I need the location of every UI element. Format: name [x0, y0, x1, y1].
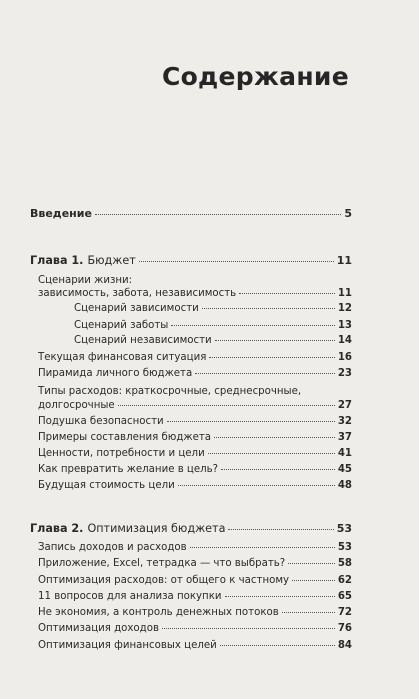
dot-leader	[208, 453, 335, 454]
toc-entry-label: Сценарии жизни:	[38, 275, 133, 286]
chapter-heading	[30, 254, 136, 267]
toc-entry-label: Примеры составления бюджета	[38, 432, 212, 443]
toc-entry-label: Не экономия, а контроль денежных потоков	[38, 607, 279, 618]
toc-entry-label: Приложение, Excel, тетрадка — что выбрать?	[38, 558, 286, 569]
toc-entry-page: 48	[337, 480, 352, 491]
toc-entry-page: 13	[337, 320, 352, 331]
toc-entry-page: 27	[337, 400, 352, 411]
toc-entry-label: Типы расходов: краткосрочные, среднесрочные,	[38, 386, 302, 397]
toc-entry-page: 84	[337, 640, 352, 651]
dot-leader	[171, 325, 334, 326]
dot-leader	[209, 357, 334, 358]
toc-entry-label: Оптимизация расходов: от общего к частному	[38, 575, 290, 586]
toc-entry-page: 37	[337, 432, 352, 443]
toc-entry-page: 11	[336, 254, 352, 267]
toc-entry[interactable]	[38, 574, 352, 587]
dot-leader	[215, 340, 335, 341]
toc-entry-label: Оптимизация доходов	[38, 623, 159, 634]
dot-leader	[239, 293, 335, 294]
toc-entry-label: зависимость, забота, независимость	[38, 288, 237, 299]
dot-leader	[195, 373, 335, 374]
toc-chapter-2[interactable]	[30, 522, 352, 535]
toc-entry-label: Сценарий заботы	[74, 320, 169, 331]
toc-entry[interactable]	[38, 415, 352, 428]
toc-entry-page: 41	[337, 448, 352, 459]
dot-leader	[292, 580, 335, 581]
toc-entry-label: Будущая стоимость цели	[38, 480, 175, 491]
dot-leader	[190, 547, 335, 548]
dot-leader	[225, 596, 335, 597]
toc-entry-page: 32	[337, 416, 352, 427]
dot-leader	[178, 485, 335, 486]
toc-entry-page: 14	[337, 335, 352, 346]
toc-entry-page: 58	[337, 558, 352, 569]
toc-entry-page: 5	[344, 207, 352, 220]
dot-leader	[214, 437, 335, 438]
chapter-number: Глава 2.	[30, 522, 84, 535]
page-title: Содержание	[161, 62, 349, 91]
toc-entry[interactable]	[38, 557, 352, 570]
toc-entry-page: 11	[337, 288, 352, 299]
toc-entry-label: Введение	[30, 207, 92, 220]
toc-entry-page: 53	[337, 542, 352, 553]
toc-entry-page: 23	[337, 368, 352, 379]
toc-entry[interactable]	[74, 302, 352, 315]
toc-entry-label: Подушка безопасности	[38, 416, 164, 427]
dot-leader	[221, 469, 335, 470]
toc-entry-intro[interactable]	[30, 207, 352, 220]
toc-entry-page: 65	[337, 591, 352, 602]
toc-chapter-1[interactable]	[30, 254, 352, 267]
toc-entry[interactable]	[38, 639, 352, 652]
dot-leader	[95, 214, 341, 215]
dot-leader	[139, 261, 334, 262]
toc-entry-page: 72	[337, 607, 352, 618]
toc-entry-label: Сценарий зависимости	[74, 303, 199, 314]
toc-entry[interactable]	[38, 606, 352, 619]
toc-entry-page: 76	[337, 623, 352, 634]
toc-entry-label: Пирамида личного бюджета	[38, 368, 193, 379]
toc-entry-label: Текущая финансовая ситуация	[38, 352, 207, 363]
chapter-number: Глава 1.	[30, 254, 84, 267]
toc-entry[interactable]	[38, 463, 352, 476]
toc-entry[interactable]	[38, 367, 352, 380]
toc-entry-label: Как превратить желание в цель?	[38, 464, 219, 475]
toc-entry[interactable]	[38, 590, 352, 603]
dot-leader	[202, 308, 335, 309]
toc-entry[interactable]	[38, 479, 352, 492]
toc-entry[interactable]	[38, 399, 352, 412]
toc-entry-page: 45	[337, 464, 352, 475]
dot-leader	[162, 628, 335, 629]
toc-entry[interactable]	[38, 351, 352, 364]
dot-leader	[288, 563, 335, 564]
chapter-name: Оптимизация бюджета	[87, 522, 226, 535]
toc-entry[interactable]	[38, 287, 352, 300]
dot-leader	[282, 612, 335, 613]
toc-entry-page: 62	[337, 575, 352, 586]
toc-entry-label: Оптимизация финансовых целей	[38, 640, 217, 651]
toc-entry[interactable]	[74, 334, 352, 347]
toc-entry-page: 53	[336, 522, 352, 535]
toc-entry[interactable]	[38, 447, 352, 460]
toc-entry[interactable]	[38, 622, 352, 635]
toc-entry-page: 16	[337, 352, 352, 363]
toc-entry-label: 11 вопросов для анализа покупки	[38, 591, 222, 602]
toc-entry-label: Запись доходов и расходов	[38, 542, 187, 553]
toc-entry[interactable]	[38, 431, 352, 444]
dot-leader	[228, 529, 333, 530]
dot-leader	[118, 405, 335, 406]
chapter-name: Бюджет	[87, 254, 136, 267]
toc-entry[interactable]	[74, 319, 352, 332]
dot-leader	[220, 645, 335, 646]
toc-entry-label: Ценности, потребности и цели	[38, 448, 205, 459]
dot-leader	[167, 421, 335, 422]
toc-entry-label: долгосрочные	[38, 400, 115, 411]
toc-entry-page: 12	[337, 303, 352, 314]
toc-entry-label: Сценарий независимости	[74, 335, 212, 346]
chapter-heading	[30, 522, 225, 535]
toc-entry[interactable]	[38, 541, 352, 554]
